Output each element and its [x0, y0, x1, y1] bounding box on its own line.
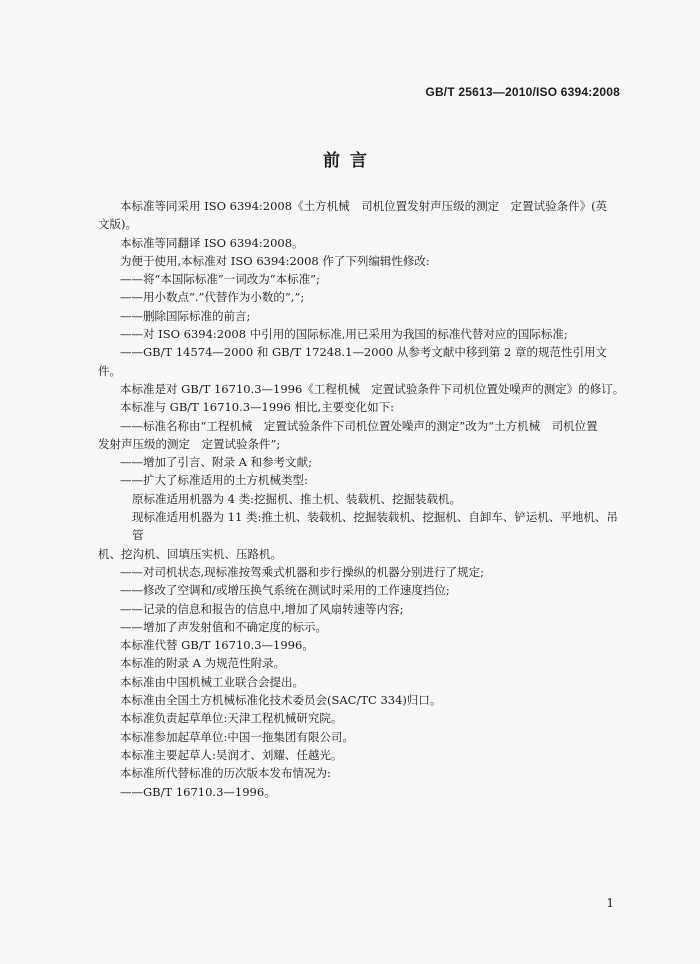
list-item: ——将“本国际标准”一词改为“本标准”; — [120, 272, 320, 287]
list-item: ——对司机状态,现标准按驾乘式机器和步行操纵的机器分别进行了规定; — [120, 564, 485, 579]
list-item: ——用小数点“.”代替作为小数的“,”; — [120, 290, 305, 305]
paragraph: 本标准主要起草人:吴润才、刘耀、任越光。 — [120, 747, 343, 762]
paragraph: 本标准的附录 A 为规范性附录。 — [120, 656, 286, 671]
paragraph: 本标准是对 GB/T 16710.3—1996《工程机械 定置试验条件下司机位置处噪声的测定》的修订。 — [120, 381, 625, 396]
foreword-body — [98, 197, 628, 801]
paragraph: 本标准等同采用 ISO 6394:2008《土方机械 司机位置发射声压级的测定 定置试验条件》(英 — [120, 199, 608, 213]
list-item: ——标准名称由“工程机械 定置试验条件下司机位置处噪声的测定”改为“土方机械 司机位置 — [120, 418, 598, 433]
list-item: ——修改了空调和/或增压换气系统在测试时采用的工作速度挡位; — [120, 583, 450, 598]
sub-item: 原标准适用机器为 4 类:挖掘机、推土机、装载机、挖掘装载机。 — [132, 491, 461, 506]
paragraph: 文版)。 — [98, 217, 137, 232]
list-item: ——对 ISO 6394:2008 中引用的国际标准,用已采用为我国的标准代替对应的国际标准; — [120, 327, 568, 342]
standard-code: GB/T 25613—2010/ISO 6394:2008 — [425, 85, 620, 99]
paragraph: 本标准等同翻译 ISO 6394:2008。 — [120, 235, 304, 250]
paragraph: 本标准由全国土方机械标准化技术委员会(SAC/TC 334)归口。 — [120, 693, 442, 708]
paragraph: 本标准与 GB/T 16710.3—1996 相比,主要变化如下: — [120, 400, 394, 415]
list-item: ——GB/T 14574—2000 和 GB/T 17248.1—2000 从参考文献中移到第 2 章的规范性引用文件。 — [98, 345, 607, 378]
page-title: 前言 — [323, 151, 377, 171]
list-item-continuation: 发射声压级的测定 定置试验条件”; — [98, 436, 281, 451]
paragraph: 本标准负责起草单位:天津工程机械研究院。 — [120, 711, 343, 726]
list-item: ——增加了引言、附录 A 和参考文献; — [120, 455, 312, 470]
list-item: ——扩大了标准适用的土方机械类型: — [120, 473, 308, 488]
list-item: ——增加了声发射值和不确定度的标示。 — [120, 619, 327, 634]
paragraph: 本标准所代替标准的历次版本发布情况为: — [120, 766, 331, 781]
paragraph: 本标准由中国机械工业联合会提出。 — [120, 674, 304, 689]
list-item: ——GB/T 16710.3—1996。 — [120, 784, 276, 799]
paragraph: 为便于使用,本标准对 ISO 6394:2008 作了下列编辑性修改: — [120, 253, 430, 268]
sub-item: 现标准适用机器为 11 类:推土机、装载机、挖掘装载机、挖掘机、自卸车、铲运机、平地机、吊管 — [132, 510, 618, 543]
sub-item-continuation: 机、挖沟机、回填压实机、压路机。 — [98, 546, 282, 561]
page-number: 1 — [606, 896, 614, 910]
paragraph: 本标准参加起草单位:中国一拖集团有限公司。 — [120, 729, 354, 744]
list-item: ——删除国际标准的前言; — [120, 308, 251, 323]
paragraph: 本标准代替 GB/T 16710.3—1996。 — [120, 638, 314, 653]
list-item: ——记录的信息和报告的信息中,增加了风扇转速等内容; — [120, 601, 404, 616]
